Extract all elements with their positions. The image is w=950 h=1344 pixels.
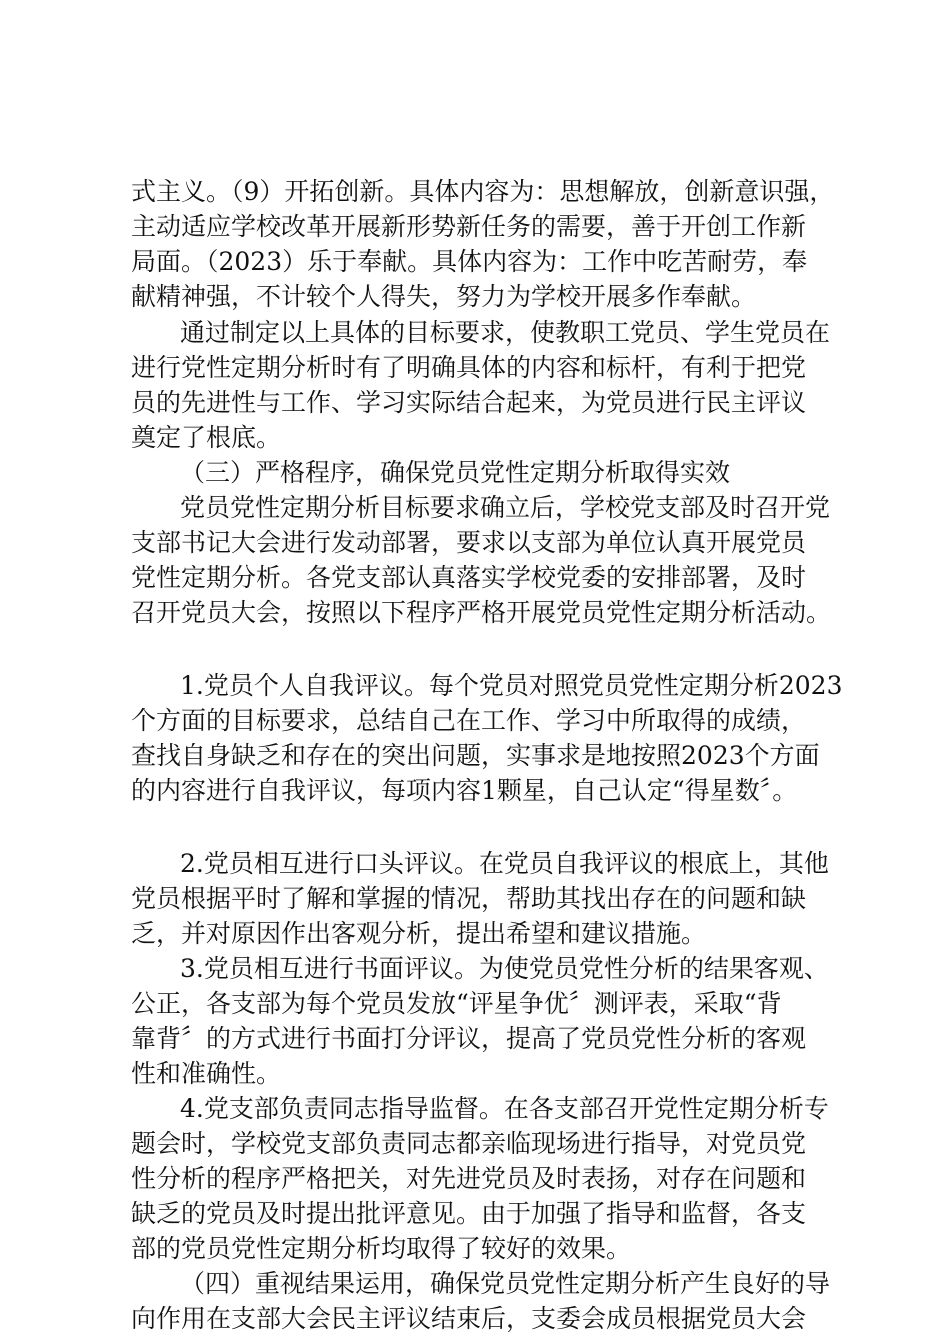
text-line: 员的先进性与工作、学习实际结合起来，为党员进行民主评议 <box>131 388 807 417</box>
text-line: 乏，并对原因作出客观分析，提出希望和建议措施。 <box>131 919 707 948</box>
text-line: 缺乏的党员及时提出批评意见。由于加强了指导和监督，各支 <box>131 1199 807 1228</box>
text-line: 进行党性定期分析时有了明确具体的内容和标杆，有利于把党 <box>131 353 807 382</box>
text-line: 的内容进行自我评议，每项内容1颗星，自己认定“得星数〞。 <box>131 776 798 805</box>
text-line: 3.党员相互进行书面评议。为使党员党性分析的结果客观、 <box>180 954 829 983</box>
text-line: 式主义。（9）开拓创新。具体内容为：思想解放，创新意识强， <box>131 177 835 206</box>
text-line: 公正，各支部为每个党员发放“评星争优〞测评表，采取“背 <box>131 989 782 1018</box>
text-line: 1.党员个人自我评议。每个党员对照党员党性定期分析2023 <box>180 671 843 700</box>
text-line: 召开党员大会，按照以下程序严格开展党员党性定期分析活动。 <box>131 598 832 627</box>
text-line: 性和准确性。 <box>131 1059 282 1088</box>
text-line: 党员根据平时了解和掌握的情况，帮助其找出存在的问题和缺 <box>131 884 807 913</box>
section-heading: （三）严格程序，确保党员党性定期分析取得实效 <box>180 458 731 487</box>
text-line: 4.党支部负责同志指导监督。在各支部召开党性定期分析专 <box>180 1094 829 1123</box>
text-line: 奠定了根底。 <box>131 423 282 452</box>
text-line: 主动适应学校改革开展新形势新任务的需要，善于开创工作新 <box>131 212 807 241</box>
section-heading: （四）重视结果运用，确保党员党性定期分析产生良好的导 <box>180 1269 831 1298</box>
text-line: 局面。（2023）乐于奉献。具体内容为：工作中吃苦耐劳，奉 <box>131 247 808 276</box>
text-line: 党员党性定期分析目标要求确立后，学校党支部及时召开党 <box>180 493 831 522</box>
text-line: 部的党员党性定期分析均取得了较好的效果。 <box>131 1234 632 1263</box>
text-line: 向作用在支部大会民主评议结束后，支委会成员根据党员大会 <box>131 1304 807 1333</box>
text-line: 党性定期分析。各党支部认真落实学校党委的安排部署，及时 <box>131 563 807 592</box>
text-line: 2.党员相互进行口头评议。在党员自我评议的根底上，其他 <box>180 849 829 878</box>
text-line: 献精神强，不计较个人得失，努力为学校开展多作奉献。 <box>131 282 757 311</box>
text-line: 支部书记大会进行发动部署，要求以支部为单位认真开展党员 <box>131 528 807 557</box>
text-line: 个方面的目标要求，总结自己在工作、学习中所取得的成绩， <box>131 706 807 735</box>
text-line: 靠背〞的方式进行书面打分评议，提高了党员党性分析的客观 <box>131 1024 807 1053</box>
text-line: 性分析的程序严格把关，对先进党员及时表扬，对存在问题和 <box>131 1164 807 1193</box>
text-line: 通过制定以上具体的目标要求，使教职工党员、学生党员在 <box>180 318 831 347</box>
text-line: 查找自身缺乏和存在的突出问题，实事求是地按照2023个方面 <box>131 741 820 770</box>
text-line: 题会时，学校党支部负责同志都亲临现场进行指导，对党员党 <box>131 1129 807 1158</box>
